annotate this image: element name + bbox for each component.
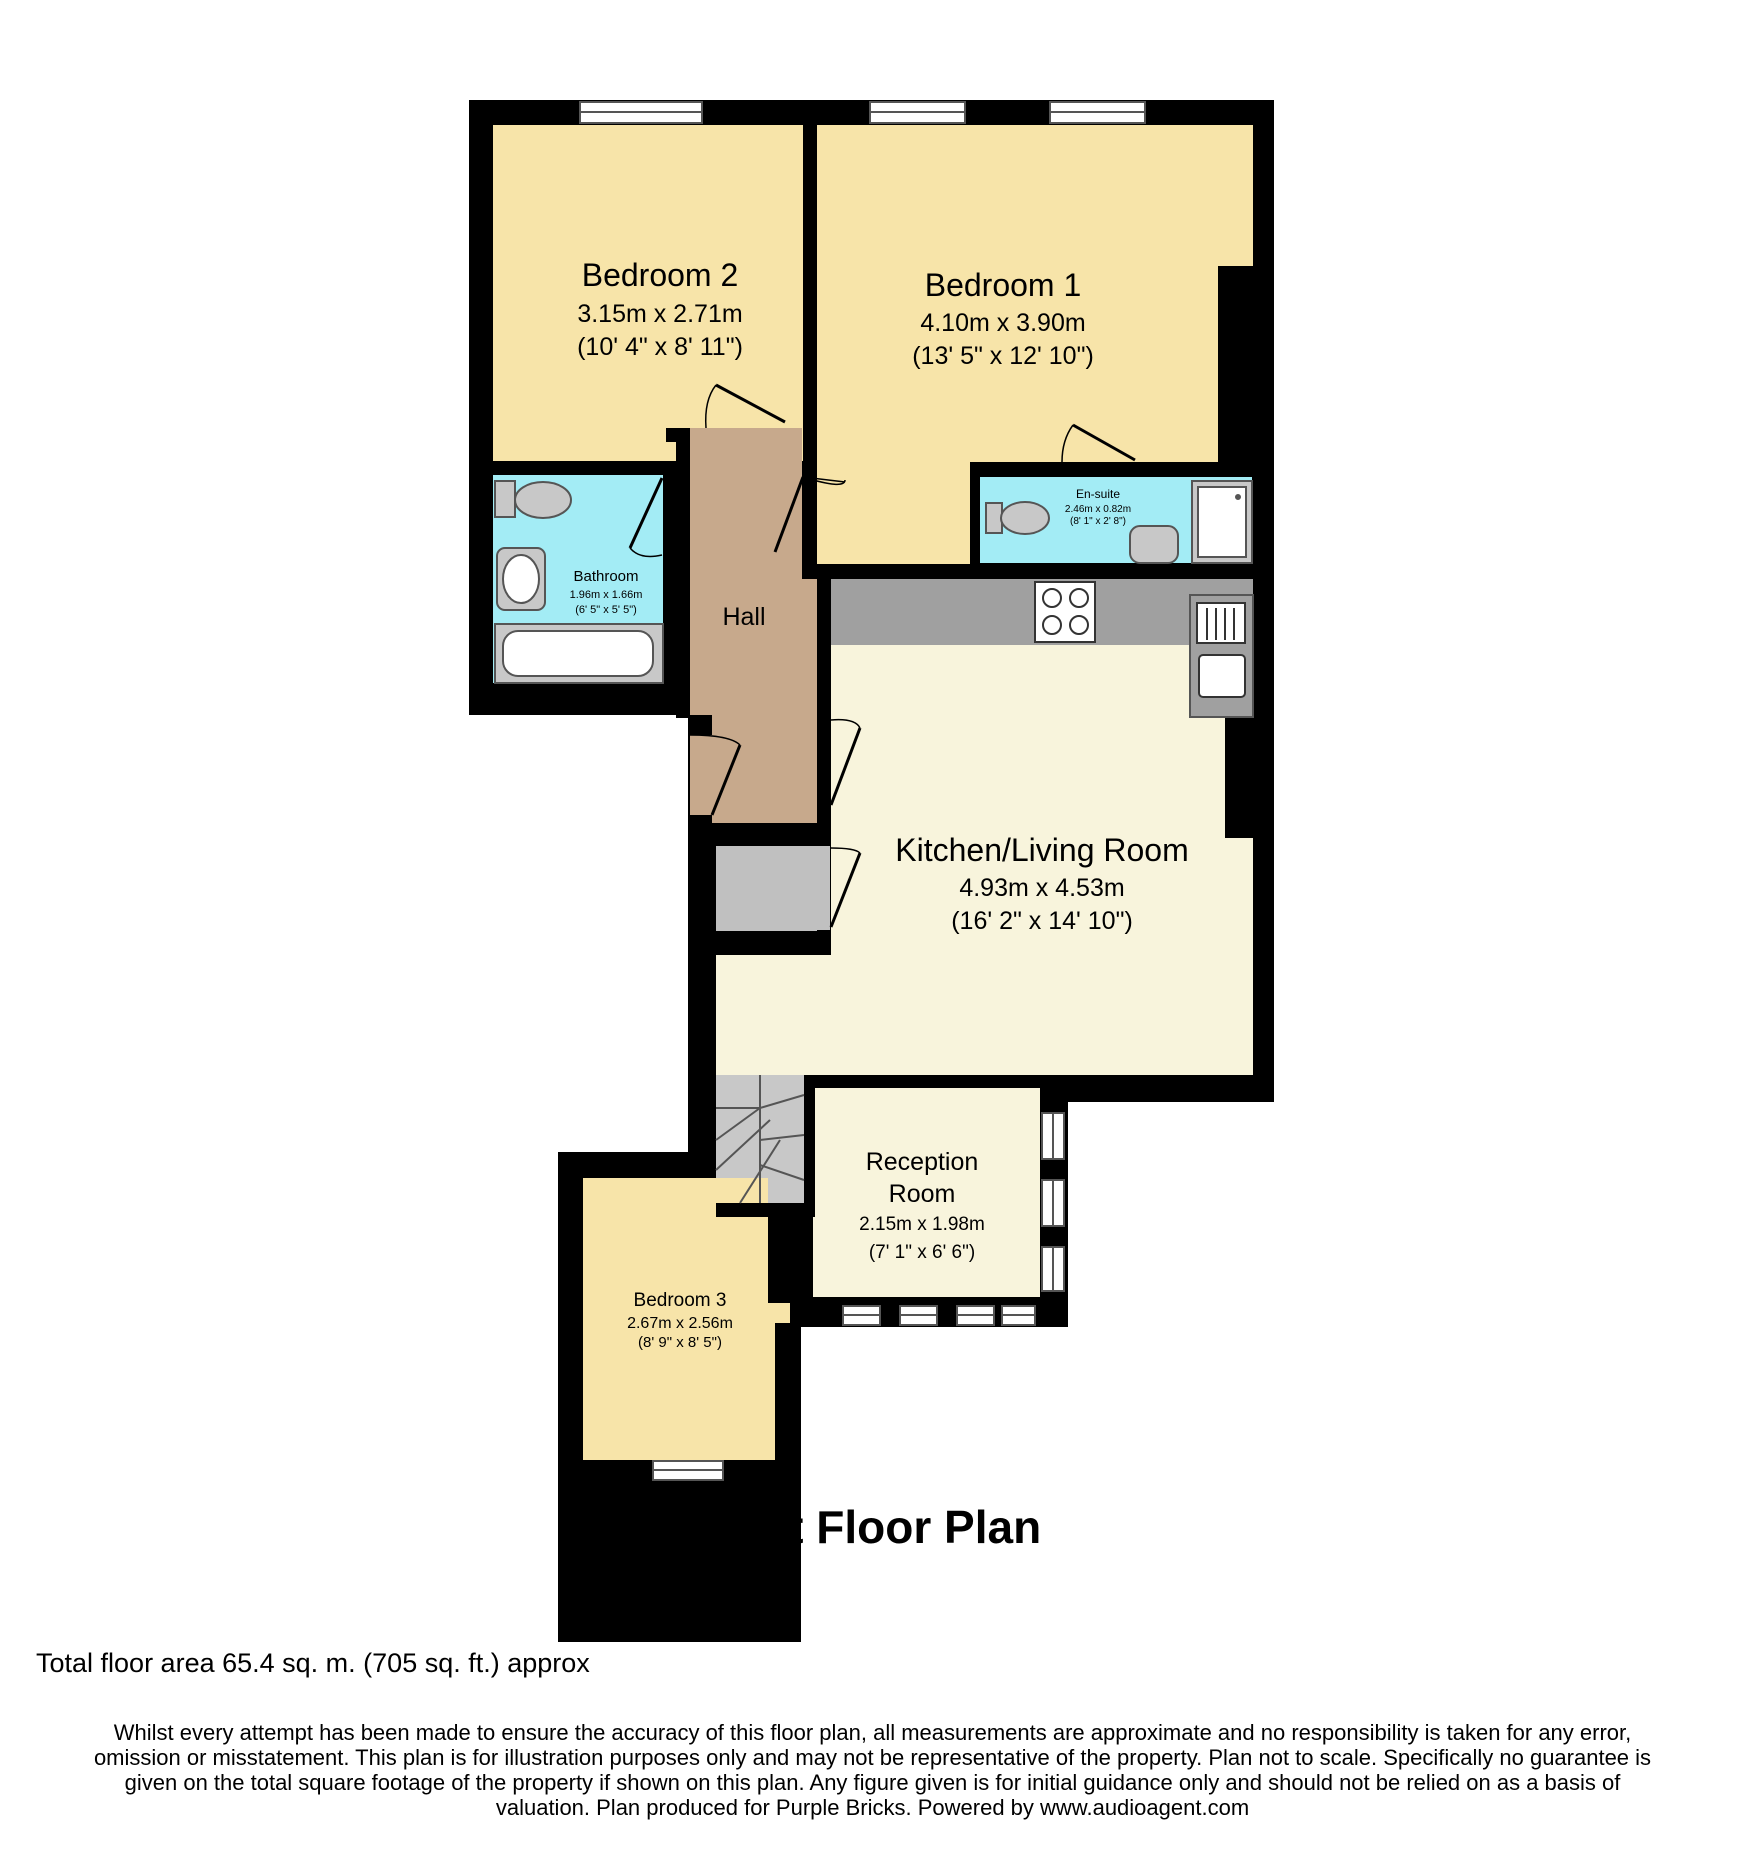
bedroom3-name: Bedroom 3 [633,1290,727,1311]
ensuite-basin-icon [1130,526,1178,563]
bedroom3-metric: 2.67m x 2.56m [627,1315,733,1332]
bedroom2-imperial: (10' 4" x 8' 11") [577,333,743,361]
bathroom-metric: 1.96m x 1.66m [569,589,643,601]
wall-bed2-bath [493,461,666,475]
bathroom-name: Bathroom [573,568,639,585]
bedroom2-floor [493,125,803,461]
plan-title: First Floor Plan [703,1501,1042,1553]
reception-metric: 2.15m x 1.98m [859,1214,985,1235]
wall-bed2-bed1 [803,125,817,435]
wall-stairs-bottom [716,1203,815,1217]
bedroom1-metric: 4.10m x 3.90m [920,309,1086,337]
wall-store-bottom [712,931,831,945]
reception-imperial: (7' 1" x 6' 6") [868,1242,976,1263]
wall-bed1-kitchen [817,564,1253,579]
cutout-below-reception [801,1327,1101,1657]
cutout-right-lower [1068,1102,1278,1342]
bathroom-imperial: (6' 5" x 5' 5") [575,604,637,616]
kitchen-metric: 4.93m x 4.53m [959,874,1125,902]
bedroom1-imperial: (13' 5" x 12' 10") [912,342,1094,370]
bedroom1-name: Bedroom 1 [924,267,1082,303]
ensuite-toilet-cistern [986,503,1002,533]
kitchen-imperial: (16' 2" x 14' 10") [951,907,1133,935]
toilet-cistern [495,481,515,517]
wall-hall-store [712,823,831,846]
kitchen-name: Kitchen/Living Room [895,832,1189,868]
storage-cupboard [716,846,830,931]
wall-hall-bath [676,428,690,718]
cutout-left-lower [469,715,688,1115]
bedroom3-imperial: (8' 9" x 8' 5") [638,1334,722,1351]
wall-hall-bed1-lower [803,547,817,579]
wall-ensuite-left [970,462,980,564]
ensuite-metric: 2.46m x 0.82m [1064,504,1132,515]
ensuite-toilet-icon [1001,502,1049,534]
disclaimer-line: given on the total square footage of the property if shown on this plan. Any figure given is for initial guidance only and should not be relied on as a basis of [124,1770,1621,1795]
ensuite-name: En-suite [1075,487,1121,501]
bedroom2-name: Bedroom 2 [581,257,739,293]
total-floor-area: Total floor area 65.4 sq. m. (705 sq. ft.) approx [36,1648,590,1678]
reception-name-line2: Room [888,1180,956,1208]
ensuite-imperial: (8' 1" x 2' 8") [1070,516,1126,527]
toilet-icon [515,482,571,518]
reception-name-line1: Reception [865,1148,979,1176]
hall-name: Hall [722,603,766,631]
wall-ensuite-top-b [1142,462,1253,477]
disclaimer [0,1720,1745,1820]
disclaimer-line: Whilst every attempt has been made to ensure the accuracy of this floor plan, all measurements are approximate and no responsibility is taken for any error, [113,1720,1632,1745]
cutout-left-step [558,1115,688,1152]
wall-ensuite-top-a [970,462,1062,477]
disclaimer-line: valuation. Plan produced for Purple Bricks. Powered by www.audioagent.com [495,1795,1250,1820]
hob-icon [1035,582,1095,642]
wall-hall-kitchen-a [817,579,831,717]
disclaimer-line: omission or misstatement. This plan is for illustration purposes only and may not be representative of the property. Plan not to scale. Specifically no guarantee is [93,1745,1652,1770]
hall-nook-floor [690,735,712,815]
bedroom2-metric: 3.15m x 2.71m [577,300,743,328]
wall-stairs-reception [804,1075,815,1203]
